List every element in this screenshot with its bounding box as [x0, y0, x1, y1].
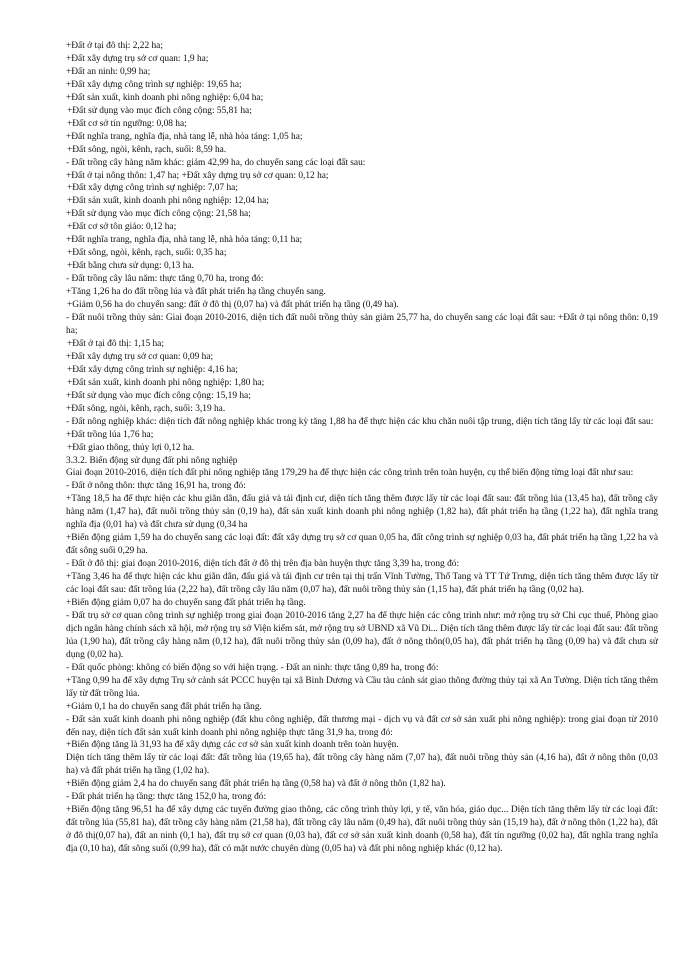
text-line: - Đất quốc phòng: không có biến động so với hiện trạng. - Đất an ninh: thực tăng 0,89 ha, trong đó: — [66, 662, 439, 673]
text-line: +Đất sông, ngòi, kênh, rạch, suối: 8,59 ha. — [67, 144, 227, 155]
text-line: - Đất trồng cây lâu năm: thực tăng 0,70 ha, trong đó: — [66, 274, 264, 285]
text-line: +Đất xây dựng trụ sở cơ quan: 0,09 ha; — [66, 351, 214, 362]
text-line: +Đất trồng lúa 1,76 ha; — [66, 429, 154, 440]
paragraph: Giai đoạn 2010-2016, diện tích đất phi nông nghiệp tăng 179,29 ha để thực hiện các công trình trên toàn huyện, cụ thể biến động từng loại đất như sau: — [66, 468, 634, 479]
paragraph: Diện tích tăng thêm lấy từ các loại đất: đất trồng lúa (19,65 ha), đất trồng cây hàng năm (7,07 ha), đất nuôi trồng thủy sản (4,16 ha), đất ở nông thôn (0,03 ha) và đất phát triển hạ tầng (1,02 ha). — [66, 753, 658, 777]
text-line: +Tăng 1,26 ha do đất trồng lúa và đất phát triển hạ tầng chuyển sang. — [66, 287, 326, 298]
text-line: +Đất cơ sở tín ngưỡng: 0,08 ha; — [67, 118, 187, 129]
text-line: +Biến động giảm 0,07 ha do chuyển sang đất phát triển hạ tầng. — [66, 597, 306, 608]
paragraph: - Đất sản xuất kinh doanh phi nông nghiệp (đất khu công nghiệp, đất thương mại - dịch vụ và đất cơ sở sản xuất phi nông nghiệp): trong giai đoạn từ 2010 đến nay, diện tích đất sản xuất kinh doanh phi nông nghiệp thực tăng 31,9 ha, trong đó: — [66, 714, 658, 738]
paragraph: +Biến động giảm 1,59 ha do chuyển sang các loại đất: đất xây dựng trụ sở cơ quan 0,05 ha, đất công trình sự nghiệp 0,03 ha, đất phát triển hạ tầng 1,22 ha và đất sông suối 0,29 ha. — [66, 533, 658, 557]
text-line: +Đất sử dụng vào mục đích công cộng: 15,19 ha; — [66, 390, 251, 401]
text-line: +Đất sản xuất, kinh doanh phi nông nghiệp: 12,04 ha; — [67, 196, 269, 207]
text-line: - Đất trồng cây hàng năm khác: giảm 42,99 ha, do chuyển sang các loại đất sau: — [66, 157, 366, 168]
section-heading: 3.3.2. Biến động sử dụng đất phi nông nghiệp — [66, 455, 238, 466]
text-line: +Đất ở tại nông thôn: 1,47 ha; +Đất xây dựng trụ sở cơ quan: 0,12 ha; — [66, 170, 329, 181]
text-line: +Giảm 0,1 ha do chuyển sang đất phát triển hạ tầng. — [66, 701, 262, 712]
paragraph: - Đất trụ sở cơ quan công trình sự nghiệp trong giai đoạn 2010-2016 tăng 2,27 ha để thực hiện các công trình như: mở rộng trụ sở Chi cục thuế, Phòng giao dịch ngân hàng chính sách xã hội, mở rộng trụ sở Viện kiểm sát, mở rộng trụ sở UBND xã Vũ Di... Diện tích tăng thêm được lấy từ các loại đất sau: đất trồng lúa (1,90 ha), đất trồng cây hàng năm (0,12 ha), đất nuôi trồng thủy sản (0,09 ha), đất ở nông thôn(0,05 ha), đất phát triển hạ tầng (0,09 ha) và đất chưa sử dụng (0,02 ha). — [66, 610, 658, 660]
text-line: +Biến động tăng là 31,93 ha để xây dựng các cơ sở sản xuất kinh doanh trên toàn huyện. — [66, 740, 399, 751]
text-line: +Đất xây dựng công trình sự nghiệp: 19,65 ha; — [66, 79, 242, 90]
text-line: +Đất sử dụng vào mục đích công cộng: 55,81 ha; — [67, 105, 252, 116]
text-line: - Đất phát triển hạ tầng: thực tăng 152,0 ha, trong đó: — [66, 792, 267, 803]
text-line: +Đất sông, ngòi, kênh, rạch, suối: 3,19 ha. — [66, 403, 226, 414]
text-line: - Đất ở đô thị: giai đoạn 2010-2016, diện tích đất ở đô thị trên địa bàn huyện thực tăng 3,39 ha, trong đó: — [66, 559, 460, 570]
text-line: +Đất bằng chưa sử dụng: 0,13 ha. — [67, 261, 194, 272]
text-line: +Đất cơ sở tôn giáo: 0,12 ha; — [67, 222, 177, 233]
text-line: +Đất nghĩa trang, nghĩa địa, nhà tang lễ, nhà hỏa táng: 1,05 ha; — [66, 131, 303, 142]
text-line: +Đất sông, ngòi, kênh, rạch, suối: 0,35 ha; — [67, 248, 227, 259]
text-line: +Đất xây dựng trụ sở cơ quan: 1,9 ha; — [66, 53, 209, 64]
text-line: +Đất ở tại đô thị: 1,15 ha; — [67, 338, 164, 349]
paragraph: - Đất nuôi trồng thủy sản: Giai đoạn 2010-2016, diện tích đất nuôi trồng thủy sản giảm 25,77 ha, do chuyển sang các loại đất sau: +Đất ở tại nông thôn: 0,19 ha; — [66, 313, 658, 336]
paragraph: - Đất nông nghiệp khác: diện tích đất nông nghiệp khác trong kỳ tăng 1,88 ha để thực hiện các khu chăn nuôi tập trung, diện tích tăng lấy từ các loại đất sau: — [66, 416, 654, 427]
text-line: +Đất an ninh: 0,99 ha; — [66, 66, 151, 77]
text-line: +Đất sản xuất, kinh doanh phi nông nghiệp: 6,04 ha; — [66, 92, 264, 103]
paragraph: +Tăng 18,5 ha để thực hiện các khu giãn dân, đấu giá và tái định cư, diện tích tăng thêm được lấy từ các loại đất sau: đất trồng lúa (13,45 ha), đất trồng cây hàng năm (1,47 ha), đất nuôi trồng thủy sản (0,19 ha), đất sản xuất kinh doanh phi nông nghiệp (1,82 ha), đất phát triển hạ tầng (1,22 ha), đất nghĩa trang nghĩa địa (0,01 ha) và đất chưa sử dụng (0,34 ha — [66, 494, 658, 531]
text-line: +Đất xây dựng công trình sự nghiệp: 7,07 ha; — [67, 183, 238, 194]
text-line: +Đất sản xuất, kinh doanh phi nông nghiệp: 1,80 ha; — [67, 377, 265, 388]
text-line: +Đất ở tại đô thị: 2,22 ha; — [66, 41, 163, 51]
text-line: +Biến động giảm 2,4 ha do chuyển sang đất phát triển hạ tầng (0,58 ha) và đất ở nông thôn (1,82 ha). — [66, 779, 446, 790]
text-line: - Đất ở nông thôn: thực tăng 16,91 ha, trong đó: — [66, 481, 246, 492]
text-line: +Giảm 0,56 ha do chuyển sang: đất ở đô thị (0,07 ha) và đất phát triển hạ tầng (0,49 ha). — [67, 300, 399, 311]
paragraph: +Tăng 0,99 ha để xây dựng Trụ sở cảnh sát PCCC huyện tại xã Bình Dương và Cầu tàu cảnh sát giao thông đường thủy tại xã An Tường. Diện tích tăng thêm lấy từ đất trồng lúa. — [66, 675, 658, 699]
text-line: +Đất xây dựng công trình sự nghiệp: 4,16 ha; — [67, 364, 238, 375]
paragraph: +Biến động tăng 96,51 ha để xây dựng các tuyến đường giao thông, các công trình thủy lợi, y tế, văn hóa, giáo dục... Diện tích tăng thêm lấy từ các loại đất: đất trồng lúa (55,81 ha), đất trồng cây hàng năm (21,58 ha), đất trồng cây lâu năm (0,49 ha), đất nuôi trồng thủy sản (15,19 ha), đất ở nông thôn (1,22 ha), đất ở đô thị(0,07 ha), đất an ninh (0,1 ha), đất trụ sở cơ quan (0,03 ha), đất cơ sở sản xuất kinh doanh (0,58 ha), đất tín ngưỡng (0,02 ha), đất nghĩa trang nghĩa địa (0,10 ha), đất sông suối (0,99 ha), đất có mặt nước chuyên dùng (0,05 ha) và đất phi nông nghiệp khác (0,12 ha). — [66, 805, 658, 855]
text-line: +Đất giao thông, thủy lợi 0,12 ha. — [67, 442, 195, 453]
paragraph: +Tăng 3,46 ha để thực hiện các khu giãn dân, đấu giá và tái định cư trên tại thị trấn Vĩnh Tường, Thổ Tang và TT Tứ Trưng, diện tích tăng thêm được lấy từ các loại đất sau: đất trồng lúa (2,22 ha), đất trồng cây lâu năm (0,07 ha), đất nuôi trồng thủy sản (1,15 ha), đất phát triển hạ tầng (0,02 ha). — [66, 572, 658, 596]
text-line: +Đất sử dụng vào mục đích công cộng: 21,58 ha; — [66, 209, 251, 220]
text-line: +Đất nghĩa trang, nghĩa địa, nhà tang lễ, nhà hỏa táng: 0,11 ha; — [66, 235, 303, 246]
